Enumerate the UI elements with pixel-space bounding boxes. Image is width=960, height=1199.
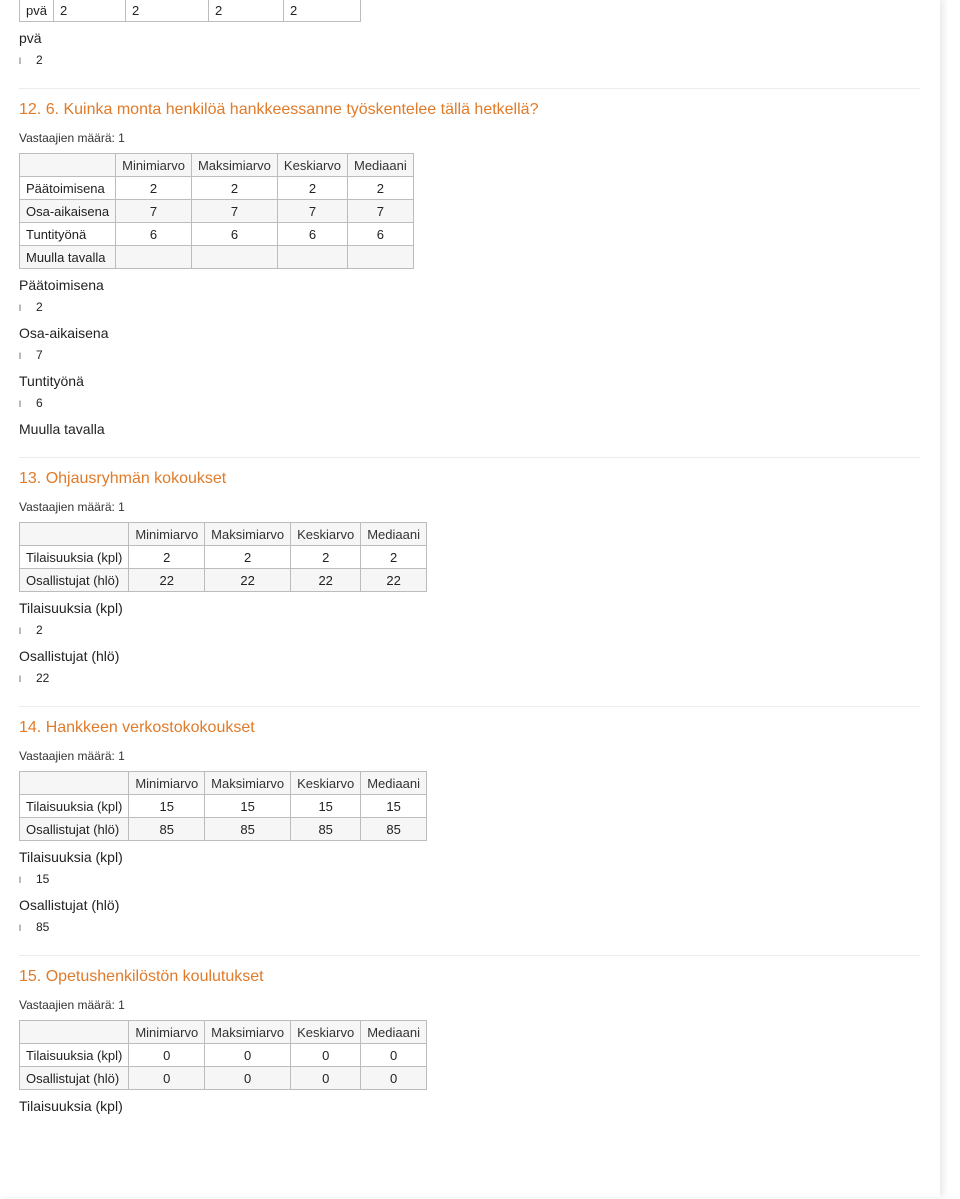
cell-value: 15	[291, 795, 361, 818]
cell-value: 2	[291, 546, 361, 569]
cell-value	[348, 246, 414, 269]
field-label: Osallistujat (hlö)	[19, 648, 120, 664]
column-header: Mediaani	[361, 1021, 427, 1044]
column-header: Keskiarvo	[291, 772, 361, 795]
row-label: Tilaisuuksia (kpl)	[20, 546, 129, 569]
table-header-row	[20, 1021, 427, 1044]
row-label: Tilaisuuksia (kpl)	[20, 795, 129, 818]
cell-value: 22	[361, 569, 427, 592]
column-header: Minimiarvo	[129, 772, 205, 795]
blank-header	[20, 1021, 129, 1044]
column-header: Keskiarvo	[291, 1021, 361, 1044]
top-fragment	[19, 0, 920, 70]
top-fragment-table	[19, 0, 361, 22]
column-header: Minimiarvo	[129, 1021, 205, 1044]
table-header-row	[20, 523, 427, 546]
respondent-count: Vastaajien määrä: 1	[19, 500, 125, 514]
cell-value: 15	[361, 795, 427, 818]
table-row	[20, 1067, 427, 1090]
stats-table	[19, 1020, 427, 1090]
blank-header	[20, 154, 116, 177]
cell-value: 2	[191, 177, 277, 200]
cell-value: 2	[205, 546, 291, 569]
question-title: 15. Opetushenkilöstön koulutukset	[19, 968, 264, 985]
cell-value: 85	[361, 818, 427, 841]
field-label: pvä	[19, 30, 42, 46]
cell-value: 0	[205, 1067, 291, 1090]
cell-value: 22	[129, 569, 205, 592]
table-row	[20, 246, 414, 269]
field-value: l 7	[19, 346, 920, 365]
cell-value	[277, 246, 347, 269]
field-value: l 6	[19, 394, 920, 413]
table-row	[20, 546, 427, 569]
cell-value: 0	[291, 1067, 361, 1090]
cell-value: 85	[205, 818, 291, 841]
bullet-icon: l	[19, 399, 21, 409]
question-12	[19, 88, 920, 439]
bullet-icon: l	[19, 923, 21, 933]
field-label: Tuntityönä	[19, 373, 84, 389]
cell-value: 22	[205, 569, 291, 592]
cell-value: 2	[277, 177, 347, 200]
cell-value: 0	[129, 1044, 205, 1067]
row-label: Osallistujat (hlö)	[20, 569, 129, 592]
cell-value: 15	[129, 795, 205, 818]
cell-value: 7	[277, 200, 347, 223]
question-title: 13. Ohjausryhmän kokoukset	[19, 470, 227, 487]
question-title: 12. 6. Kuinka monta henkilöä hankkeessanne työskentelee tällä hetkellä?	[19, 101, 539, 118]
column-header: Maksimiarvo	[205, 523, 291, 546]
cell-value: 7	[116, 200, 192, 223]
table-row	[20, 223, 414, 246]
stats-table	[19, 522, 427, 592]
table-row	[20, 818, 427, 841]
column-header: Mediaani	[361, 523, 427, 546]
cell-value: 2	[129, 546, 205, 569]
table-row	[20, 200, 414, 223]
cell-value: 0	[129, 1067, 205, 1090]
field-label: Muulla tavalla	[19, 421, 105, 437]
cell-value: 0	[361, 1067, 427, 1090]
stats-table	[19, 153, 414, 269]
cell-value: 0	[291, 1044, 361, 1067]
question-14	[19, 706, 920, 937]
question-15	[19, 955, 920, 1116]
table-row	[20, 569, 427, 592]
table-row	[20, 1044, 427, 1067]
cell-value: 7	[348, 200, 414, 223]
column-header: Mediaani	[361, 772, 427, 795]
row-label: Tilaisuuksia (kpl)	[20, 1044, 129, 1067]
field-label: Osa-aikaisena	[19, 325, 109, 341]
respondent-count: Vastaajien määrä: 1	[19, 131, 125, 145]
field-label: Tilaisuuksia (kpl)	[19, 600, 123, 616]
field-value: l 85	[19, 918, 920, 937]
column-header: Maksimiarvo	[205, 772, 291, 795]
row-label: Osa-aikaisena	[20, 200, 116, 223]
cell-value: 15	[205, 795, 291, 818]
cell-value: 22	[291, 569, 361, 592]
bullet-icon: l	[19, 626, 21, 636]
column-header: Maksimiarvo	[191, 154, 277, 177]
blank-header	[20, 772, 129, 795]
field-value: l 2	[19, 51, 920, 70]
bullet-icon: l	[19, 303, 21, 313]
row-label: Tuntityönä	[20, 223, 116, 246]
field-label: Tilaisuuksia (kpl)	[19, 849, 123, 865]
field-value: l 2	[19, 298, 920, 317]
field-label: Tilaisuuksia (kpl)	[19, 1098, 123, 1114]
row-label: Päätoimisena	[20, 177, 116, 200]
stats-table	[19, 771, 427, 841]
table-header-row	[20, 772, 427, 795]
column-header: Minimiarvo	[116, 154, 192, 177]
cell-value: 85	[291, 818, 361, 841]
cell-value: 2	[361, 546, 427, 569]
table-row	[20, 0, 361, 22]
cell-value: 2	[283, 0, 360, 22]
cell-value: 2	[53, 0, 125, 22]
table-row	[20, 795, 427, 818]
cell-value: 7	[191, 200, 277, 223]
cell-value: 0	[361, 1044, 427, 1067]
row-label: Osallistujat (hlö)	[20, 1067, 129, 1090]
question-title: 14. Hankkeen verkostokokoukset	[19, 719, 255, 736]
field-value: l 15	[19, 870, 920, 889]
table-row	[20, 177, 414, 200]
column-header: Minimiarvo	[129, 523, 205, 546]
cell-value	[191, 246, 277, 269]
field-label: Päätoimisena	[19, 277, 104, 293]
field-value: l 22	[19, 669, 920, 688]
cell-value: 2	[116, 177, 192, 200]
respondent-count: Vastaajien määrä: 1	[19, 749, 125, 763]
column-header: Mediaani	[348, 154, 414, 177]
bullet-icon: l	[19, 875, 21, 885]
cell-value: 2	[125, 0, 208, 22]
column-header: Keskiarvo	[277, 154, 347, 177]
cell-value: 6	[277, 223, 347, 246]
cell-value: 85	[129, 818, 205, 841]
row-label: Osallistujat (hlö)	[20, 818, 129, 841]
field-label: Osallistujat (hlö)	[19, 897, 120, 913]
bullet-icon: l	[19, 351, 21, 361]
cell-value: 2	[208, 0, 283, 22]
cell-value: 6	[116, 223, 192, 246]
row-label: Muulla tavalla	[20, 246, 116, 269]
cell-value: 6	[348, 223, 414, 246]
bullet-icon: l	[19, 674, 21, 684]
question-13	[19, 457, 920, 688]
blank-header	[20, 523, 129, 546]
bullet-icon: l	[19, 56, 21, 66]
cell-value: 0	[205, 1044, 291, 1067]
cell-value: 6	[191, 223, 277, 246]
table-header-row	[20, 154, 414, 177]
row-label: pvä	[20, 0, 54, 22]
field-value: l 2	[19, 621, 920, 640]
cell-value	[116, 246, 192, 269]
column-header: Maksimiarvo	[205, 1021, 291, 1044]
column-header: Keskiarvo	[291, 523, 361, 546]
respondent-count: Vastaajien määrä: 1	[19, 998, 125, 1012]
cell-value: 2	[348, 177, 414, 200]
